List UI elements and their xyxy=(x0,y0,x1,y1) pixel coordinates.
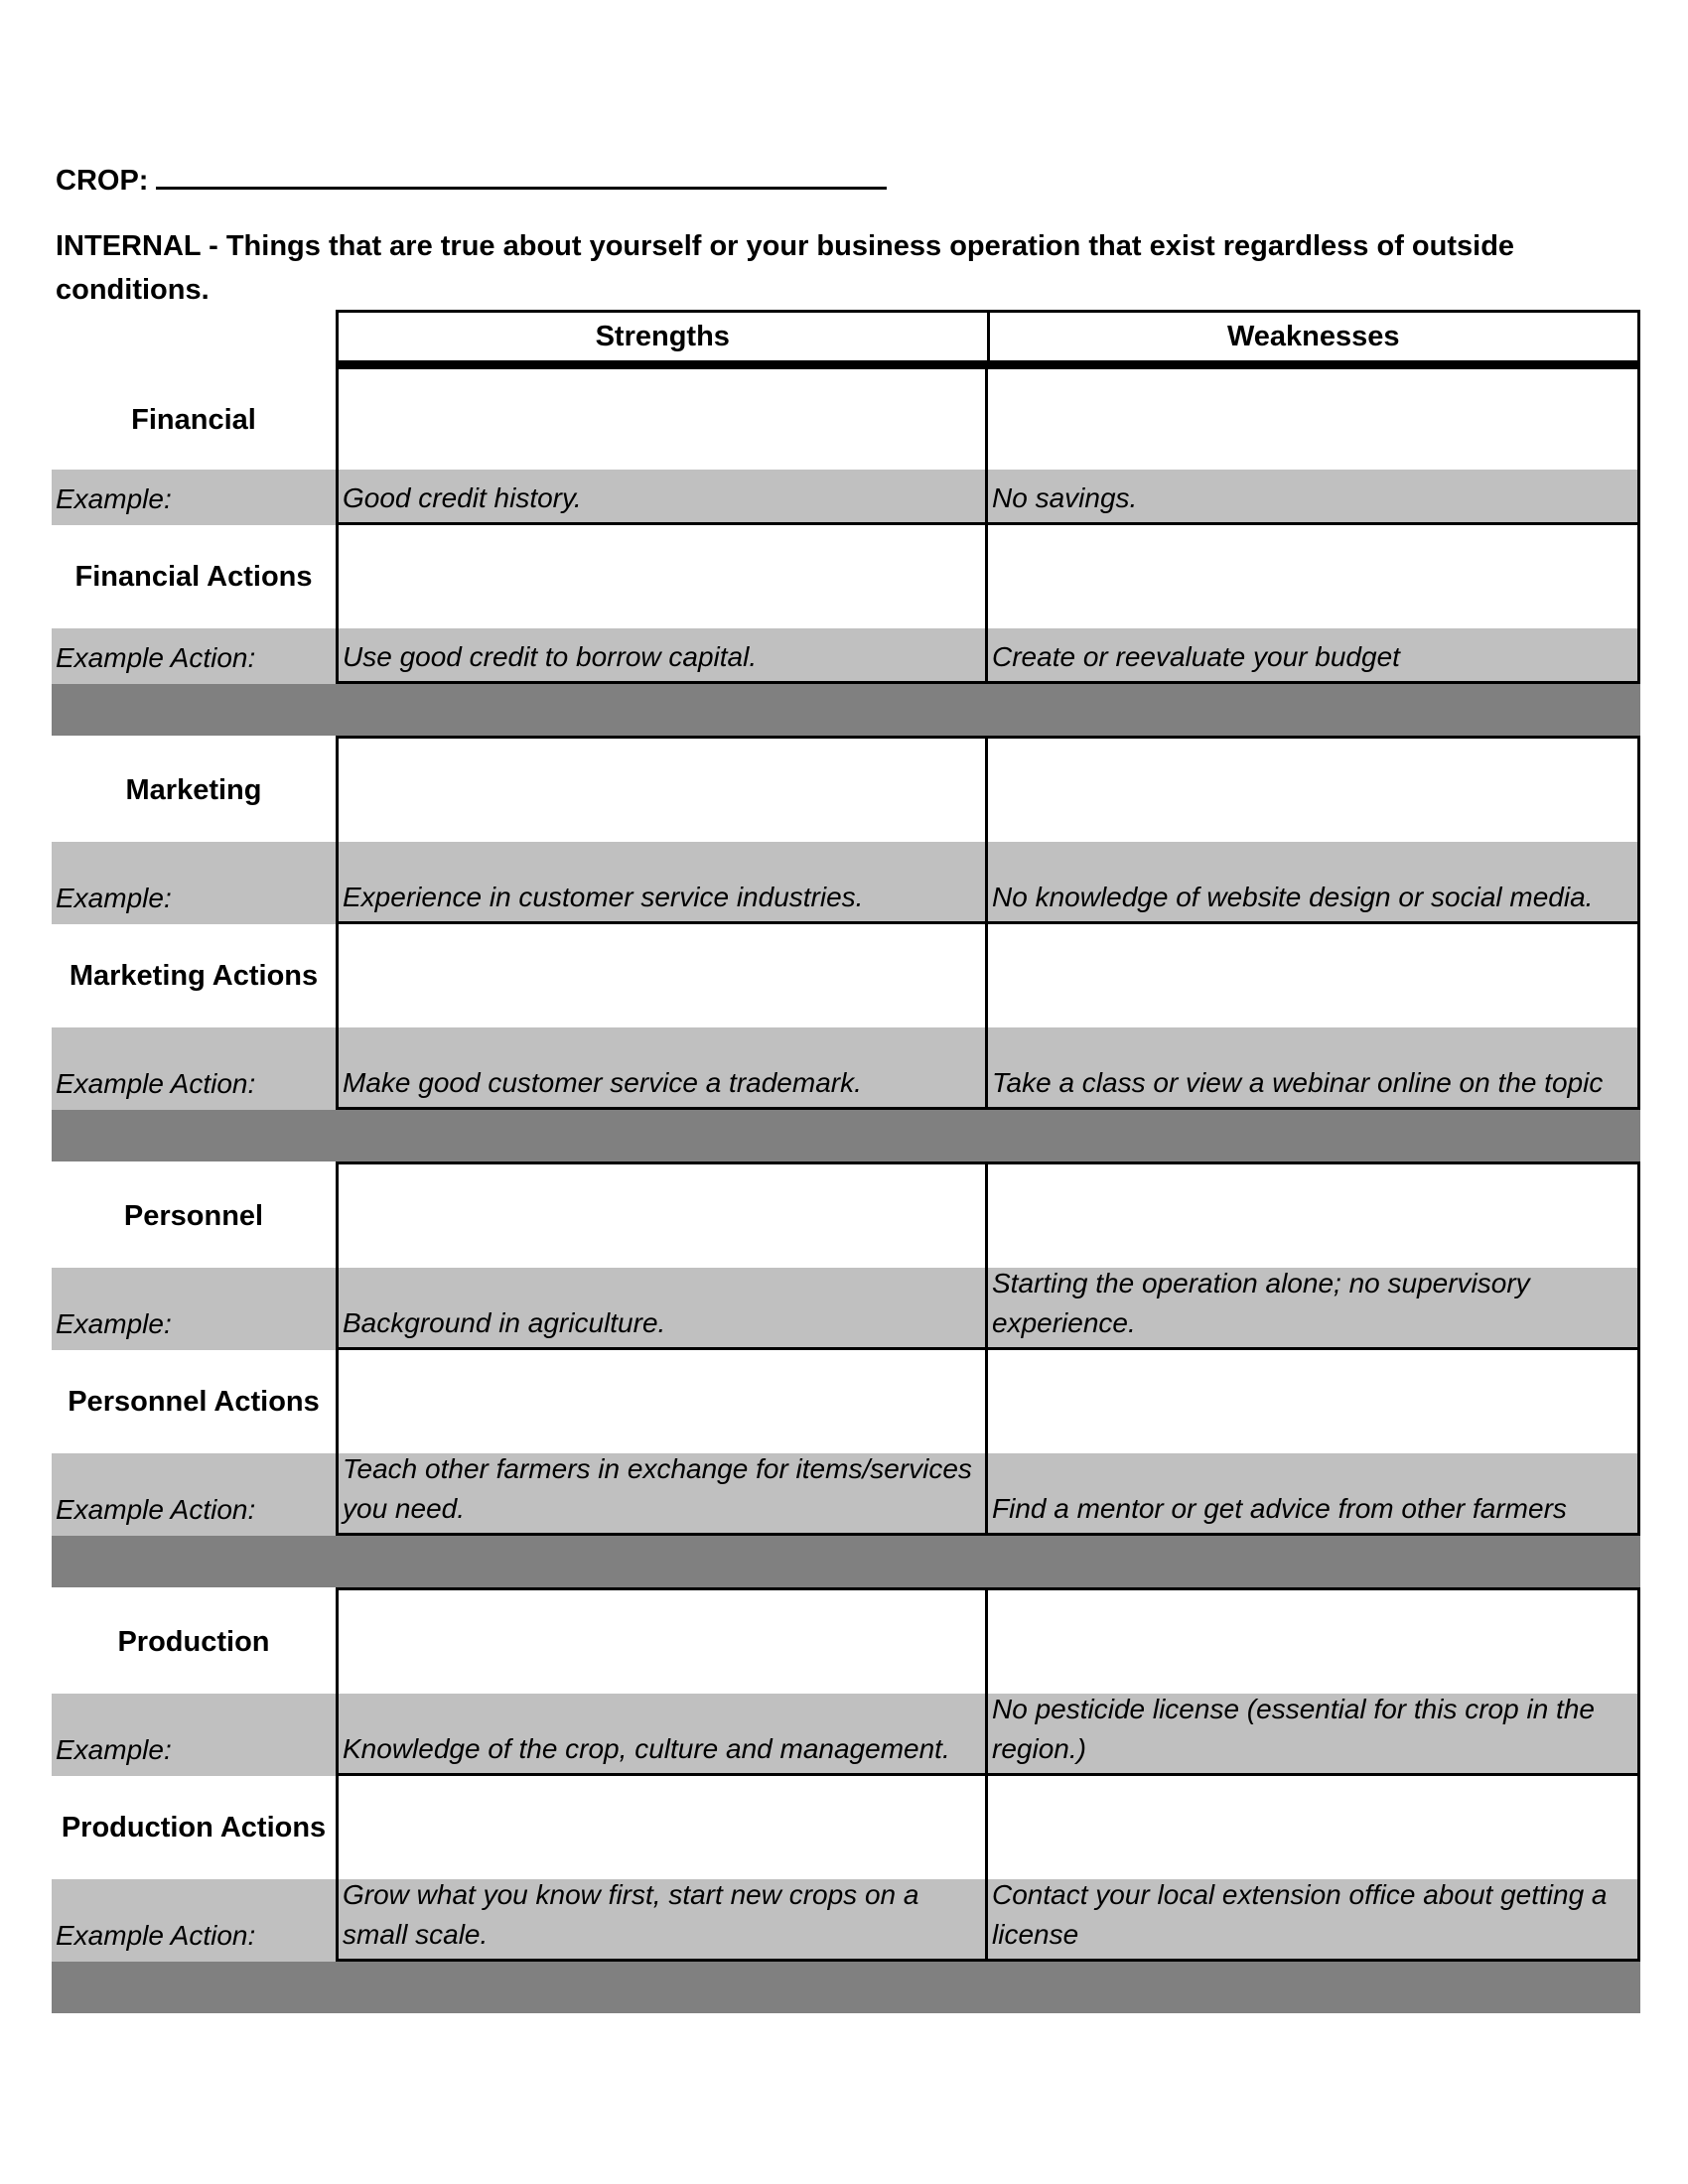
production-example-action-row xyxy=(52,1879,1640,1962)
financial-weakness-field[interactable] xyxy=(988,366,1640,473)
marketing-actions-row xyxy=(52,921,1640,1030)
personnel-strength-field[interactable] xyxy=(336,1161,988,1271)
example-weakness-cell: No knowledge of website design or social media. xyxy=(988,842,1640,924)
marketing-strength-field[interactable] xyxy=(336,736,988,845)
strengths-header: Strengths xyxy=(595,320,730,352)
crop-label: CROP: xyxy=(56,165,149,197)
production-actions-weakness-field[interactable] xyxy=(988,1773,1640,1882)
weaknesses-header: Weaknesses xyxy=(987,313,1638,360)
section-actions-label: Marketing Actions xyxy=(69,960,319,992)
example-action-label: Example Action: xyxy=(52,1027,336,1110)
crop-line xyxy=(56,161,887,198)
example-strength-cell: Background in agriculture. xyxy=(336,1268,988,1350)
example-action-strength-cell: Use good credit to borrow capital. xyxy=(336,628,988,684)
financial-row xyxy=(52,366,1640,473)
financial-example-row xyxy=(52,470,1640,525)
intro-text: INTERNAL - Things that are true about yourself or your business operation that exist regardless of outside conditions. xyxy=(56,230,1515,306)
financial-actions-weakness-field[interactable] xyxy=(988,522,1640,631)
marketing-row xyxy=(52,736,1640,845)
marketing-actions-weakness-field[interactable] xyxy=(988,921,1640,1030)
example-action-weakness-cell: Take a class or view a webinar online on the topic xyxy=(988,1027,1640,1110)
example-label: Example: xyxy=(52,842,336,924)
section-actions-label: Production Actions xyxy=(61,1812,327,1843)
example-action-strength-cell: Teach other farmers in exchange for items/services you need. xyxy=(336,1453,988,1536)
personnel-row xyxy=(52,1161,1640,1271)
crop-blank-field[interactable] xyxy=(156,161,887,190)
example-action-strength-cell: Grow what you know first, start new crops on a small scale. xyxy=(336,1879,988,1962)
example-action-label: Example Action: xyxy=(52,1879,336,1962)
section-separator xyxy=(52,1536,1640,1587)
marketing-weakness-field[interactable] xyxy=(988,736,1640,845)
marketing-actions-strength-field[interactable] xyxy=(336,921,988,1030)
personnel-example-row xyxy=(52,1268,1640,1350)
section-label: Personnel xyxy=(123,1200,264,1232)
column-header xyxy=(336,310,1640,363)
production-actions-row xyxy=(52,1773,1640,1882)
example-action-weakness-cell: Contact your local extension office about getting a license xyxy=(988,1879,1640,1962)
section-actions-label: Personnel Actions xyxy=(68,1386,320,1418)
example-weakness-cell: No pesticide license (essential for this crop in the region.) xyxy=(988,1694,1640,1776)
section-separator xyxy=(52,1962,1640,2013)
production-strength-field[interactable] xyxy=(336,1587,988,1697)
production-row xyxy=(52,1587,1640,1697)
example-weakness-cell: Starting the operation alone; no supervisory experience. xyxy=(988,1268,1640,1350)
financial-strength-field[interactable] xyxy=(336,366,988,473)
example-label: Example: xyxy=(52,1268,336,1350)
personnel-weakness-field[interactable] xyxy=(988,1161,1640,1271)
section-separator xyxy=(52,684,1640,736)
section-separator xyxy=(52,1110,1640,1161)
production-weakness-field[interactable] xyxy=(988,1587,1640,1697)
production-example-row xyxy=(52,1694,1640,1776)
example-weakness-cell: No savings. xyxy=(988,470,1640,525)
example-action-label: Example Action: xyxy=(52,1453,336,1536)
personnel-example-action-row xyxy=(52,1453,1640,1536)
section-label: Financial xyxy=(131,403,256,436)
example-strength-cell: Good credit history. xyxy=(336,470,988,525)
example-action-weakness-cell: Create or reevaluate your budget xyxy=(988,628,1640,684)
personnel-actions-strength-field[interactable] xyxy=(336,1347,988,1456)
marketing-example-action-row xyxy=(52,1027,1640,1110)
financial-actions-strength-field[interactable] xyxy=(336,522,988,631)
personnel-actions-weakness-field[interactable] xyxy=(988,1347,1640,1456)
section-actions-label: Financial Actions xyxy=(74,561,313,593)
production-actions-strength-field[interactable] xyxy=(336,1773,988,1882)
financial-actions-row xyxy=(52,522,1640,631)
example-strength-cell: Knowledge of the crop, culture and management. xyxy=(336,1694,988,1776)
example-action-label: Example Action: xyxy=(52,628,336,684)
personnel-actions-row xyxy=(52,1347,1640,1456)
example-label: Example: xyxy=(52,470,336,525)
section-label: Marketing xyxy=(125,774,262,806)
example-label: Example: xyxy=(52,1694,336,1776)
section-label: Production xyxy=(117,1626,270,1658)
marketing-example-row xyxy=(52,842,1640,924)
financial-example-action-row xyxy=(52,628,1640,684)
example-action-strength-cell: Make good customer service a trademark. xyxy=(336,1027,988,1110)
example-action-weakness-cell: Find a mentor or get advice from other farmers xyxy=(988,1453,1640,1536)
example-strength-cell: Experience in customer service industries. xyxy=(336,842,988,924)
